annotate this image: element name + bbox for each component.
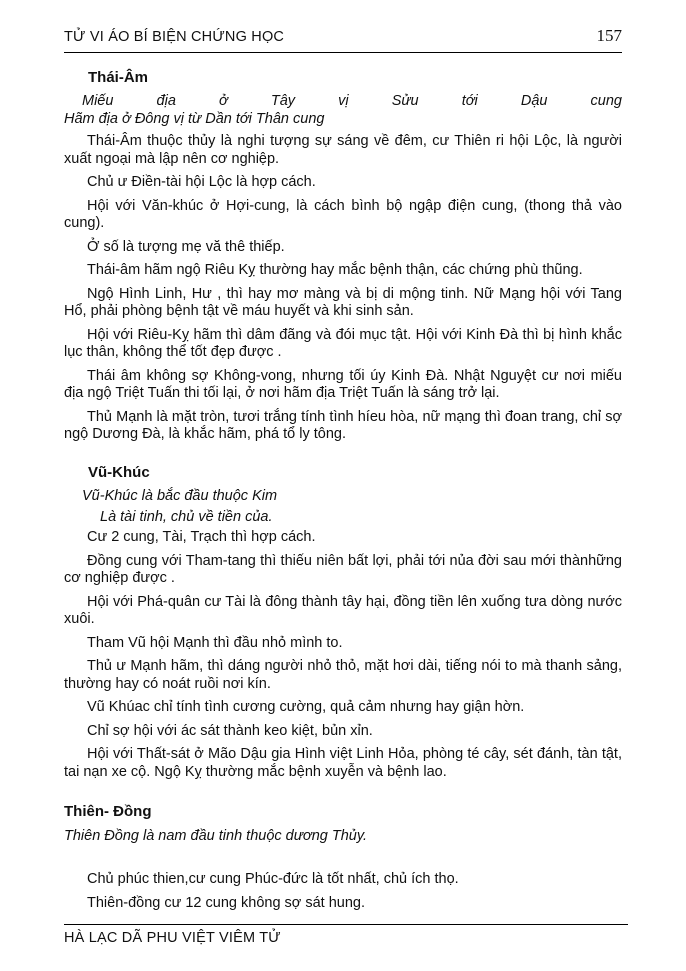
italic-subtitle: Là tài tinh, chủ về tiền của. <box>100 508 273 525</box>
paragraph: Thủ ư Mạnh hãm, thì dáng người nhỏ thỏ, mặt hơi dài, tiếng nói to mà thanh sảng, thường hay có noát ruồi nơi kín. <box>64 658 622 692</box>
section-thai-am <box>64 69 622 444</box>
page-number: 157 <box>596 26 622 45</box>
paragraph: Hội với Thất-sát ở Mão Dậu gia Hình việt Linh Hỏa, phòng té cây, sét đánh, tàn tật, tai nạn xe cộ. Ngộ Kỵ thường mắc bệnh xuyễn và bệnh lao. <box>64 746 622 780</box>
paragraph: Thái-âm hãm ngộ Riêu Kỵ thường hay mắc bệnh thận, các chứng phù thũng. <box>87 262 583 278</box>
paragraph: Hội với Văn-khúc ở Hợi-cung, là cách bình bộ ngập điện cung, (thong thả vào cung). <box>64 197 622 231</box>
paragraph: Chủ phúc thien,cư cung Phúc-đức là tốt nhất, chủ ích thọ. <box>87 871 459 887</box>
page-header <box>64 0 622 53</box>
page-content <box>64 69 622 913</box>
paragraph: Thiên-đồng cư 12 cung không sợ sát hung. <box>87 894 365 911</box>
lede-line2: Hãm địa ở Đông vị từ Dần tới Thân cung <box>64 110 325 127</box>
paragraph: Đồng cung với Tham-tang thì thiếu niên bất lợi, phải tới nủa đời sau mới thànhững cơ nghiệp được . <box>64 552 622 586</box>
paragraph: Tham Vũ hội Mạnh thì đầu nhỏ mình to. <box>87 634 343 651</box>
section-heading: Thiên- Đồng <box>64 803 152 820</box>
paragraph: Thái âm không sợ Không-vong, nhưng tối úy Kinh Đà. Nhật Nguyệt cư nơi miếu địa ngộ Triệt Tuấn thi tối lại, ở nơi hãm địa Triệt Tuấn là sáng trở lại. <box>64 367 622 401</box>
page-footer <box>64 924 628 948</box>
paragraph: Chỉ sợ hội với ác sát thành keo kiệt, bủn xỉn. <box>87 722 373 739</box>
lede-justified-line: Miếu địa ở Tây vị Sửu tới Dậu cung <box>82 93 622 109</box>
book-title: TỬ VI ÁO BÍ BIỆN CHỨNG HỌC <box>64 29 285 45</box>
paragraph: Vũ Khúac chỉ tính tình cương cường, quả cảm nhưng hay giận hờn. <box>87 699 525 715</box>
paragraph: Thủ Mạnh là mặt tròn, tươi trắng tính tình híeu hòa, nữ mạng thì đoan trang, chỉ sợ ngộ Dương Đà, là khắc hãm, phá tổ ly tông. <box>64 408 622 442</box>
paragraph: Cư 2 cung, Tài, Trạch thì hợp cách. <box>87 529 316 545</box>
section-thien-dong <box>64 803 622 912</box>
paragraph: Ở số là tượng mẹ vă thê thiếp. <box>87 238 285 255</box>
section-vu-khuc <box>64 464 622 782</box>
paragraph: Thái-Âm thuộc thủy là nghi tượng sự sáng về đêm, cư Thiên ri hội Lộc, là người xuất ngoại mà lập nên cơ nghiệp. <box>64 133 622 167</box>
paragraph: Hội với Riêu-Kỵ hãm thì dâm đãng và đói mục tật. Hội với Kinh Đà thì bị hình khắc lục thân, không thể tốt đẹp được . <box>64 326 622 360</box>
paragraph: Ngộ Hình Linh, Hư , thì hay mơ màng và bị di mộng tinh. Nữ Mạng hội với Tang Hổ, phải phòng bệnh tật về máu huyết và khi sinh sản. <box>64 285 622 319</box>
italic-subtitle: Thiên Đồng là nam đầu tinh thuộc dương Thủy. <box>64 827 368 844</box>
section-heading: Vũ-Khúc <box>88 463 150 481</box>
footer-text: HÀ LẠC DÃ PHU VIỆT VIÊM TỬ <box>64 930 281 946</box>
paragraph: Hội với Phá-quân cư Tài là đông thành tây hại, đồng tiền lên xuống tưa dòng nước xuôi. <box>64 593 622 627</box>
section-heading: Thái-Âm <box>88 68 148 86</box>
italic-subtitle: Vũ-Khúc là bắc đầu thuộc Kim <box>82 488 278 504</box>
paragraph: Chủ ư Điền-tài hội Lộc là hợp cách. <box>87 174 316 190</box>
